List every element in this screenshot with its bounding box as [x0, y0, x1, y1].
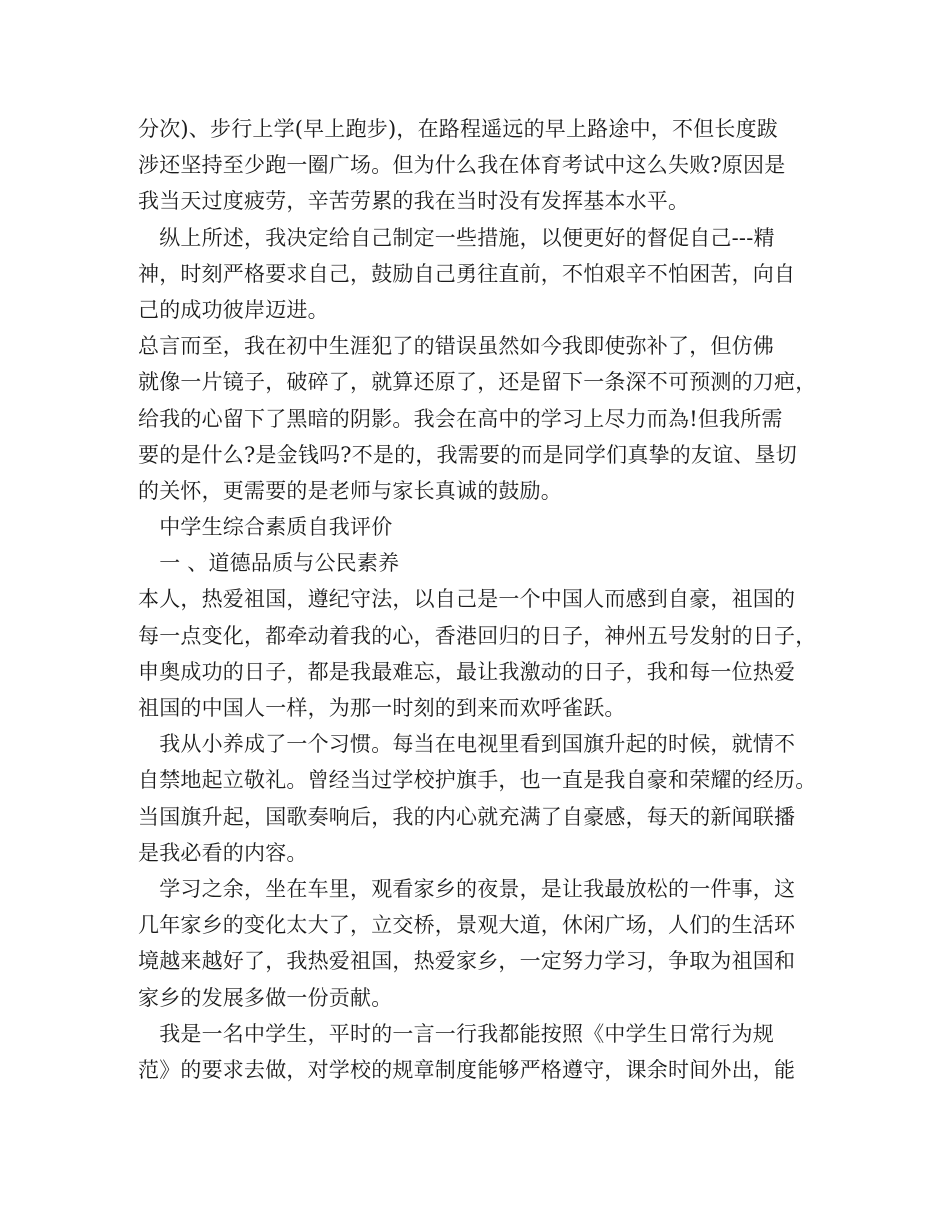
text-line: 每一点变化，都牵动着我的心，香港回归的日子，神州五号发射的日子，: [138, 623, 817, 648]
text-line: 就像一片镜子，破碎了，就算还原了，还是留下一条深不可预测的刀疤，: [138, 370, 817, 395]
text-line: 自禁地起立敬礼。曾经当过学校护旗手，也一直是我自豪和荣耀的经历。: [138, 768, 817, 793]
text-line: 范》的要求去做，对学校的规章制度能够严格遵守，课余时间外出，能: [138, 1057, 796, 1082]
text-line: 神，时刻严格要求自己，鼓励自己勇往直前，不怕艰辛不怕困苦，向自: [138, 261, 796, 286]
text-line: 本人，热爱祖国，遵纪守法，以自己是一个中国人而感到自豪，祖国的: [138, 587, 796, 612]
text-line: 我是一名中学生，平时的一言一行我都能按照《中学生日常行为规: [138, 1021, 774, 1046]
text-line: 涉还坚持至少跑一圈广场。但为什么我在体育考试中这么失败?原因是: [138, 153, 786, 178]
text-line: 我当天过度疲劳，辛苦劳累的我在当时没有发挥基本水平。: [138, 189, 690, 214]
section-title: 中学生综合素质自我评价: [138, 515, 393, 540]
text-line: 总言而至，我在初中生涯犯了的错误虽然如今我即使弥补了，但仿佛: [138, 334, 774, 359]
text-line: 给我的心留下了黑暗的阴影。我会在高中的学习上尽力而為!但我所需: [138, 406, 783, 431]
text-line: 境越来越好了，我热爱祖国，热爱家乡，一定努力学习，争取为祖国和: [138, 949, 796, 974]
text-line: 当国旗升起，国歌奏响后，我的内心就充满了自豪感，每天的新闻联播: [138, 804, 796, 829]
text-line: 祖国的中国人一样，为那一时刻的到来而欢呼雀跃。: [138, 696, 626, 720]
text-line: 要的是什么?是金钱吗?不是的，我需要的而是同学们真挚的友谊、垦切: [138, 442, 797, 467]
text-line: 己的成功彼岸迈进。: [138, 297, 329, 322]
text-line: 几年家乡的变化太大了，立交桥，景观大道，休闲广场，人们的生活环: [138, 913, 796, 938]
text-line: 家乡的发展多做一份贡献。: [138, 985, 393, 1010]
text-line: 纵上所述，我决定给自己制定一些措施，以便更好的督促自己---精: [138, 225, 775, 250]
text-line: 学习之余，坐在车里，观看家乡的夜景，是让我最放松的一件事，这: [138, 876, 796, 901]
text-line: 分次)、步行上学(早上跑步)，在路程遥远的早上路途中，不但长度跋: [138, 117, 778, 141]
section-heading: 一 、道德品质与公民素养: [138, 551, 400, 576]
text-line: 的关怀，更需要的是老师与家长真诚的鼓励。: [138, 478, 562, 503]
text-line: 我从小养成了一个习惯。每当在电视里看到国旗升起的时候，就情不: [138, 732, 796, 757]
text-line: 是我必看的内容。: [138, 840, 308, 865]
text-line: 申奥成功的日子，都是我最难忘，最让我激动的日子，我和每一位热爱: [138, 659, 796, 684]
body-text: [138, 111, 818, 1088]
